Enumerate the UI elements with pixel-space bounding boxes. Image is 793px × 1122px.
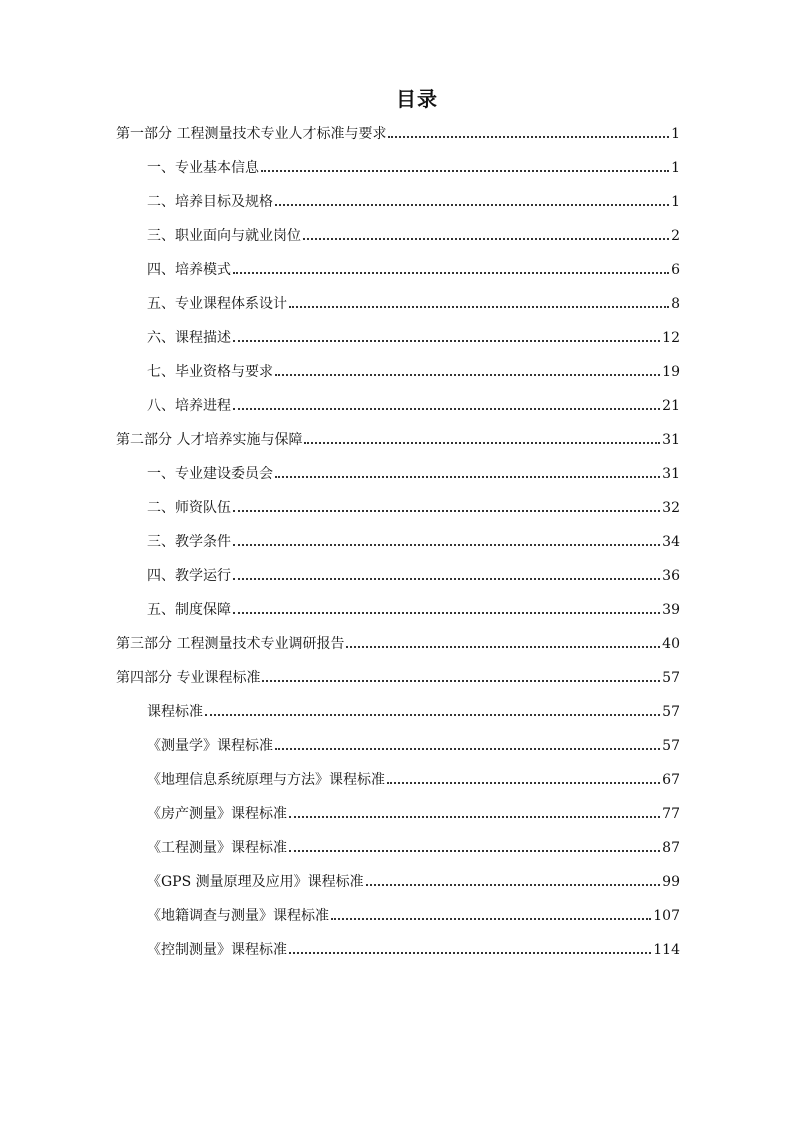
toc-entry-label: 二、师资队伍: [147, 500, 231, 516]
toc-entry-label: 《测量学》课程标准: [147, 738, 273, 754]
dot-leader: [289, 850, 660, 852]
toc-entry-label: 《地籍调查与测量》课程标准: [147, 908, 329, 924]
dot-leader: [205, 714, 660, 716]
toc-entry-page: 107: [653, 908, 680, 924]
toc-entry-page: 21: [662, 398, 680, 414]
toc-entry[interactable]: [0, 291, 793, 313]
toc-entry-page: 99: [662, 874, 680, 890]
dot-leader: [233, 510, 660, 512]
dot-leader: [233, 340, 660, 342]
dot-leader: [233, 544, 660, 546]
toc-entry-page: 34: [662, 534, 680, 550]
toc-entry-label: 《工程测量》课程标准: [147, 840, 287, 856]
toc-entry-page: 1: [671, 126, 680, 142]
toc-entry-label: 四、教学运行: [147, 568, 231, 584]
toc-entry-page: 87: [662, 840, 680, 856]
toc-entry-label: 四、培养模式: [147, 262, 231, 278]
toc-entry[interactable]: [0, 903, 793, 925]
toc-entry-label: 二、培养目标及规格: [147, 194, 273, 210]
toc-entry[interactable]: [0, 801, 793, 823]
toc-entry-label: 一、专业建设委员会: [147, 466, 273, 482]
toc-title: 目录: [396, 87, 438, 111]
toc-entry-label: 五、制度保障: [147, 602, 231, 618]
toc-entry-label: 六、课程描述: [147, 330, 231, 346]
toc-entry-label: 一、专业基本信息: [147, 160, 259, 176]
toc-entry-page: 1: [671, 194, 680, 210]
toc-entry-page: 8: [671, 296, 680, 312]
toc-entry[interactable]: [0, 937, 793, 959]
toc-entry-page: 40: [662, 636, 680, 652]
toc-entry[interactable]: [0, 257, 793, 279]
toc-entry[interactable]: [0, 563, 793, 585]
toc-entry[interactable]: [0, 427, 793, 449]
dot-leader: [233, 272, 669, 274]
toc-entry-label: 第四部分 专业课程标准: [116, 670, 261, 686]
toc-entry-label: 三、职业面向与就业岗位: [147, 228, 301, 244]
toc-entry[interactable]: [0, 869, 793, 891]
dot-leader: [262, 680, 660, 682]
toc-entry[interactable]: [0, 835, 793, 857]
toc-entry[interactable]: [0, 393, 793, 415]
toc-entry-page: 114: [653, 942, 680, 958]
toc-entry-label: 《地理信息系统原理与方法》课程标准: [147, 772, 385, 788]
dot-leader: [261, 170, 669, 172]
toc-entry-label: 第三部分 工程测量技术专业调研报告: [116, 636, 345, 652]
toc-entry[interactable]: [0, 665, 793, 687]
toc-entry-label: 第二部分 人才培养实施与保障: [116, 432, 303, 448]
dot-leader: [275, 748, 660, 750]
toc-entry-label: 《GPS 测量原理及应用》课程标准: [147, 874, 364, 890]
dot-leader: [331, 918, 651, 920]
dot-leader: [289, 306, 669, 308]
toc-entry-label: 第一部分 工程测量技术专业人才标准与要求: [116, 126, 387, 142]
toc-entry-page: 12: [662, 330, 680, 346]
toc-entry-label: 七、毕业资格与要求: [147, 364, 273, 380]
dot-leader: [233, 408, 660, 410]
toc-entry-page: 19: [662, 364, 680, 380]
toc-entry-page: 67: [662, 772, 680, 788]
dot-leader: [388, 136, 669, 138]
toc-entry[interactable]: [0, 529, 793, 551]
toc-entry-page: 57: [662, 670, 680, 686]
dot-leader: [275, 204, 669, 206]
toc-entry-label: 课程标准: [147, 704, 203, 720]
toc-entry[interactable]: [0, 121, 793, 143]
dot-leader: [233, 612, 660, 614]
toc-entry-label: 《控制测量》课程标准: [147, 942, 287, 958]
toc-entry-page: 57: [662, 704, 680, 720]
toc-entry-label: 五、专业课程体系设计: [147, 296, 287, 312]
toc-entry-label: 《房产测量》课程标准: [147, 806, 287, 822]
dot-leader: [289, 816, 660, 818]
toc-entry-label: 三、教学条件: [147, 534, 231, 550]
toc-entry[interactable]: [0, 597, 793, 619]
toc-entry-page: 1: [671, 160, 680, 176]
toc-entry[interactable]: [0, 223, 793, 245]
toc-entry[interactable]: [0, 767, 793, 789]
toc-entry[interactable]: [0, 495, 793, 517]
toc-entry-page: 2: [671, 228, 680, 244]
toc-entry-page: 6: [671, 262, 680, 278]
toc-entry-page: 32: [662, 500, 680, 516]
dot-leader: [289, 952, 651, 954]
toc-entry-page: 39: [662, 602, 680, 618]
toc-entry[interactable]: [0, 631, 793, 653]
dot-leader: [303, 238, 669, 240]
toc-entry-page: 36: [662, 568, 680, 584]
dot-leader: [233, 578, 660, 580]
dot-leader: [366, 884, 661, 886]
toc-entry[interactable]: [0, 325, 793, 347]
dot-leader: [275, 374, 660, 376]
toc-entry[interactable]: [0, 189, 793, 211]
toc-entry-page: 31: [662, 432, 680, 448]
toc-entry-page: 57: [662, 738, 680, 754]
toc-entry[interactable]: [0, 155, 793, 177]
dot-leader: [346, 646, 660, 648]
dot-leader: [275, 476, 660, 478]
toc-entry-page: 31: [662, 466, 680, 482]
toc-entry[interactable]: [0, 359, 793, 381]
dot-leader: [304, 442, 660, 444]
toc-entry[interactable]: [0, 461, 793, 483]
toc-entry-label: 八、培养进程: [147, 398, 231, 414]
toc-entry-page: 77: [662, 806, 680, 822]
dot-leader: [387, 782, 660, 784]
toc-entry[interactable]: [0, 699, 793, 721]
toc-entry[interactable]: [0, 733, 793, 755]
